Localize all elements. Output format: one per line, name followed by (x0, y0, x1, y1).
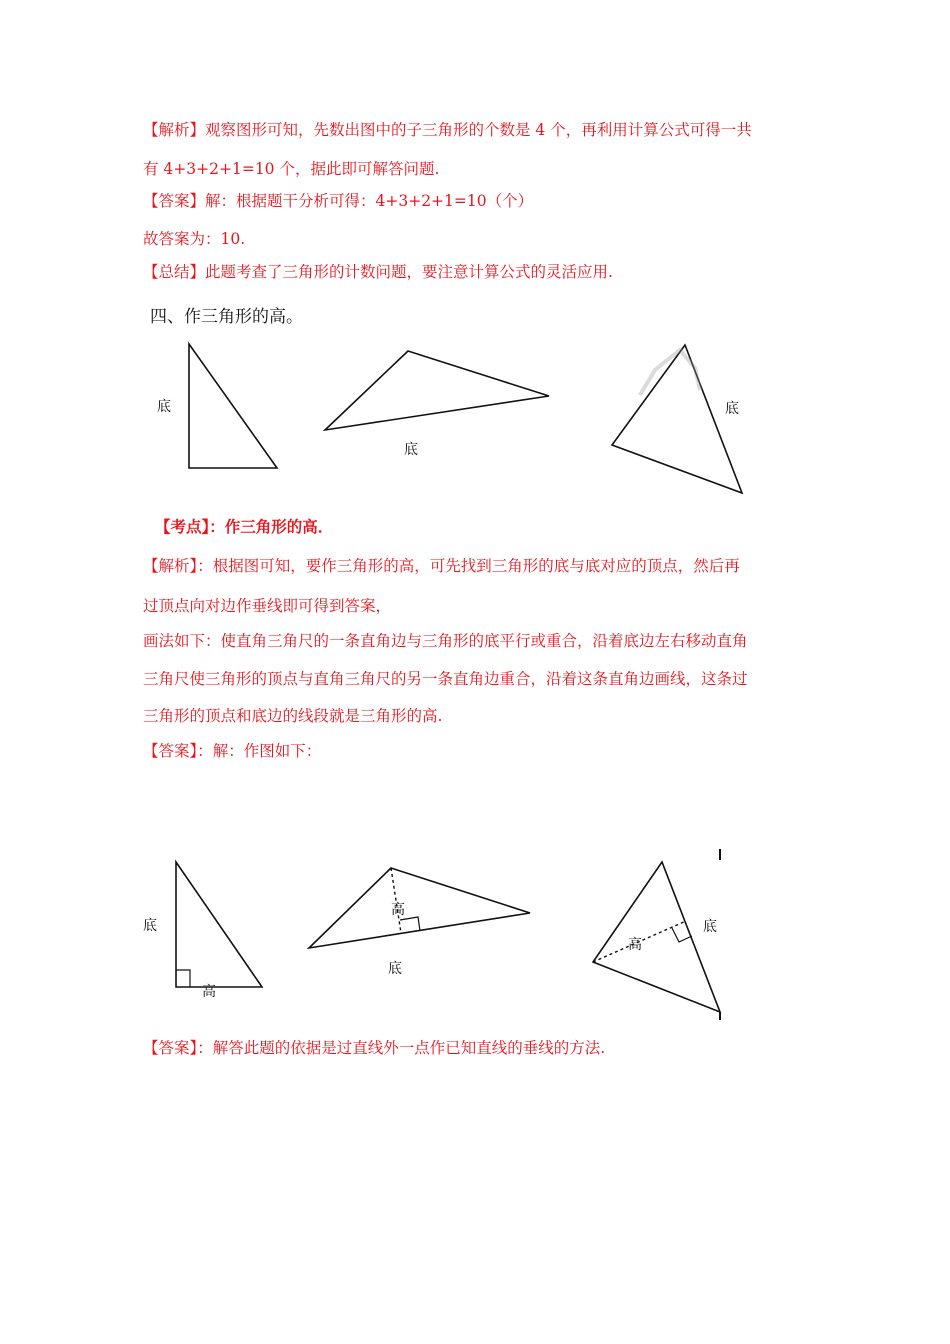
answer-triangle-3-height-label: 高 (628, 937, 642, 953)
section4-title: 四、作三角形的高。 (150, 307, 303, 327)
analysis2-line5: 三角形的顶点和底边的线段就是三角形的高. (143, 707, 443, 725)
answer-triangle-1-right-angle-mark (176, 970, 190, 987)
analysis2-line2: 过顶点向对边作垂线即可得到答案， (143, 597, 392, 615)
answer-triangle-1-base-label: 底 (143, 918, 157, 934)
question-triangle-1-base-label: 底 (157, 399, 171, 415)
analysis2-line3: 画法如下：使直角三角尺的一条直角边与三角形的底平行或重合，沿着底边左右移动直角 (143, 632, 748, 650)
answer2-text: 【答案】：解：作图如下： (143, 742, 322, 760)
summary1-text: 【总结】此题考查了三角形的计数问题，要注意计算公式的灵活应用. (143, 263, 613, 281)
answer-triangle-2-height-label: 高 (391, 902, 405, 918)
answer-triangle-3-base-label: 底 (703, 919, 717, 935)
answer-triangle-2 (309, 868, 530, 948)
answer3-text: 【答案】：解答此题的依据是过直线外一点作已知直线的垂线的方法. (143, 1039, 606, 1057)
analysis2-line1: 【解析】：根据图可知，要作三角形的高，可先找到三角形的底与底对应的顶点，然后再 (143, 557, 740, 575)
answer-triangle-1 (176, 862, 262, 987)
answer-triangle-2-height-line (391, 868, 401, 933)
answer1-text: 【答案】解：根据题干分析可得：4+3+2+1=10（个） (143, 192, 534, 210)
conclusion1-text: 故答案为：10. (143, 230, 246, 248)
analysis1-line2: 有 4+3+2+1=10 个，据此即可解答问题. (143, 160, 440, 178)
kaodian-text: 【考点】：作三角形的高． (155, 518, 334, 536)
answer-triangle-2-right-angle-mark (400, 917, 420, 931)
analysis1-line1: 【解析】观察图形可知，先数出图中的子三角形的个数是 4 个，再利用计算公式可得一共 (143, 121, 752, 139)
answer-triangle-2-base-label: 底 (388, 961, 402, 977)
answer-triangle-1-height-label: 高 (202, 984, 216, 1000)
analysis2-line4: 三角尺使三角形的顶点与直角三角尺的另一条直角边重合，沿着这条直角边画线，这条过 (143, 670, 748, 688)
question-triangle-2-base-label: 底 (404, 442, 418, 458)
answer-triangle-3 (593, 862, 720, 1012)
question-triangle-3-base-label: 底 (725, 401, 739, 417)
